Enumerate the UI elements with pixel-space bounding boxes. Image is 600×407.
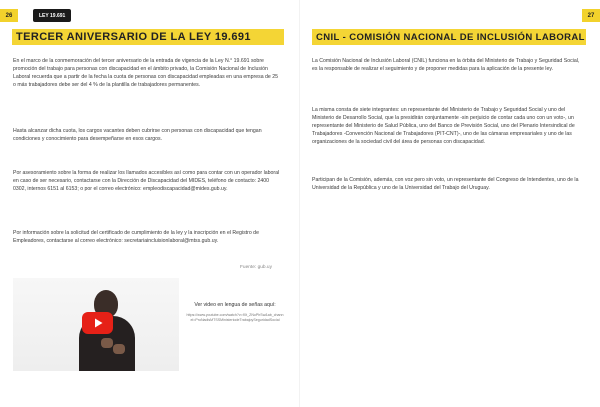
play-icon bbox=[92, 317, 104, 329]
video-caption: Ver video en lengua de señas aquí: bbox=[194, 302, 276, 308]
interpreter-hand bbox=[113, 344, 125, 354]
paragraph-cnil: La Comisión Nacional de Inclusión Laboral (CNIL) funciona en la órbita del Ministerio de Trabajo y Seguridad Social, es la responsable de realizar el seguimiento y de proponer medidas para la aplicación de la presente ley. bbox=[312, 58, 580, 72]
paragraph-certificate: Por información sobre la solicitud del certificado de cumplimiento de la ley y la inscripción en el Registro de Empleadores, contactarse al correo electrónico: secretariaincluisionlaboral@mtss.gub.uy. bbox=[13, 230, 259, 244]
source-note: Fuente: gub.uy bbox=[240, 265, 273, 270]
right-title-bar bbox=[312, 29, 586, 45]
paragraph-members: La misma consta de siete integrantes: un representante del Ministerio de Trabajo y Seguridad Social y uno del Ministerio de Desarrollo Social, que la presidirán conjuntamente -sin perjuicio de contar cada uno con un voto-, un representante del Ministerio de Salud Pública, uno del Banco de Previsión Social, uno del Plenario Intersindical de Trabajadores -Convención Nacional de Trabajadores (PIT-CNT)-, uno de las cámaras empresariales y uno de las organizaciones de la sociedad civil del área de personas con discapacidad. bbox=[312, 107, 575, 145]
interpreter-hand bbox=[101, 338, 113, 348]
video-caption-block bbox=[186, 302, 284, 323]
paragraph-advice: Por asesoramiento sobre la forma de realizar los llamados accesibles así como para contar con un operador laboral en caso de ser necesario, contactarse con la Dirección de Discapacidad del MIDES, teléfono de contacto: 2400 0302, internos 6151 al 6153; o por el correo electrónico: empleodiscapacidad@mides.gub.uy. bbox=[13, 170, 280, 192]
paragraph-quota: Hasta alcanzar dicha cuota, los cargos vacantes deben cubrirse con personas con discapacidad que tengan condiciones y conocimiento para desempeñarse en esos cargos. bbox=[13, 128, 262, 142]
paragraph-participants: Participan de la Comisión, además, con voz pero sin voto, un representante del Congreso de Intendentes, uno de la Universidad de la República y uno de la Universidad del Trabajo del Uruguay. bbox=[312, 177, 579, 191]
left-title: TERCER ANIVERSARIO DE LA LEY 19.691 bbox=[16, 31, 251, 43]
right-title: CNIL - COMISIÓN NACIONAL DE INCLUSIÓN LABORAL bbox=[316, 31, 585, 43]
page-number-right: 27 bbox=[582, 9, 600, 22]
sign-language-video[interactable] bbox=[13, 278, 179, 371]
paragraph-intro: En el marco de la conmemoración del tercer aniversario de la entrada de vigencia de la Ley N.° 19.691 sobre promoción del trabajo para personas con discapacidad en el ámbito privado, la Comisión Nacional de Inclusión Laboral recuerda que a partir de la fecha la cuota de personas con discapacidad empleadas en una empresa de 25 o más trabajadores debe ser del 4 % de la plantilla de trabajadores permanentes. bbox=[13, 58, 279, 88]
video-link[interactable]: https://www.youtube.com/watch?v=fXt_ZNoPhSw&ab_channel=ProNadisMTSSMinisteriodeTrabajoySeguridadSocial bbox=[186, 313, 284, 322]
left-title-bar bbox=[12, 29, 284, 45]
play-button[interactable] bbox=[82, 312, 113, 334]
law-tag: LEY 19.691 bbox=[33, 9, 71, 22]
page-number-left: 26 bbox=[0, 9, 18, 22]
